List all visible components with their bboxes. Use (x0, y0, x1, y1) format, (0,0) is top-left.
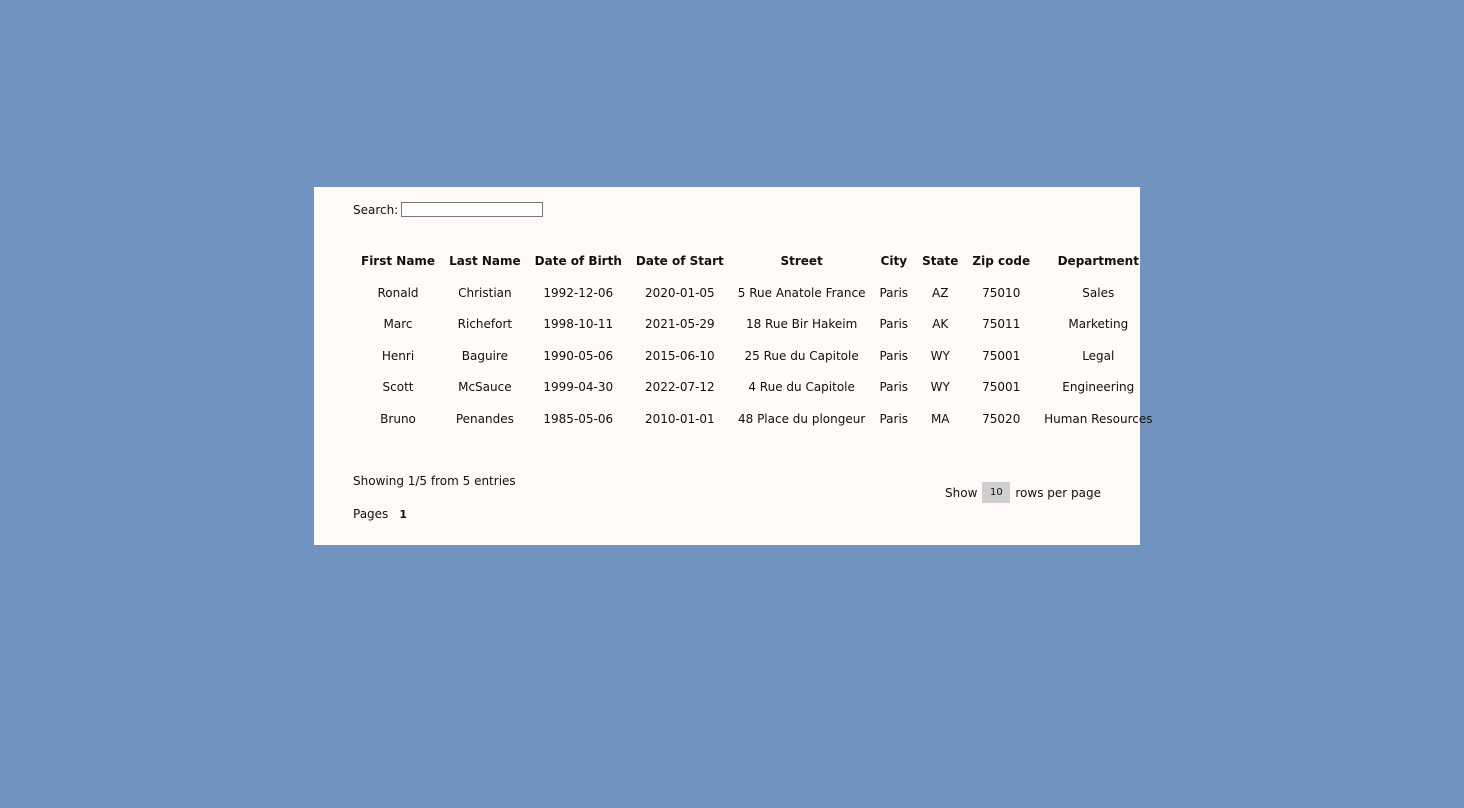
table-row (354, 277, 1159, 309)
cell-state: AK (932, 317, 949, 332)
cell-department: Marketing (1068, 317, 1129, 332)
column-header-last-name[interactable]: Last Name (449, 254, 521, 268)
cell-last-name: Christian (458, 285, 512, 300)
cell-city: Paris (879, 411, 909, 426)
cell-date-of-start: 2020-01-05 (644, 285, 715, 300)
rows-per-page-control (945, 482, 1101, 503)
cell-first-name: Scott (382, 380, 414, 395)
cell-department: Legal (1082, 348, 1115, 363)
cell-last-name: McSauce (458, 380, 512, 395)
cell-street: 5 Rue Anatole France (737, 285, 866, 300)
cell-first-name: Bruno (380, 411, 416, 426)
search-label: Search: (353, 202, 399, 217)
column-header-first-name[interactable]: First Name (361, 254, 436, 268)
cell-state: WY (930, 348, 950, 363)
cell-city: Paris (879, 285, 909, 300)
column-header-department[interactable]: Department (1057, 254, 1139, 268)
pages-label: Pages (353, 507, 389, 521)
cell-date-of-start: 2022-07-12 (644, 380, 715, 395)
cell-department: Sales (1082, 285, 1115, 300)
table-header-row (354, 245, 1159, 277)
cell-street: 4 Rue du Capitole (748, 380, 855, 395)
search-input[interactable] (401, 202, 543, 217)
cell-department: Human Resources (1044, 411, 1153, 426)
entries-summary: Showing 1/5 from 5 entries (353, 474, 516, 488)
cell-date-of-start: 2015-06-10 (644, 348, 715, 363)
cell-zip-code: 75001 (982, 380, 1021, 395)
employee-table (354, 245, 1159, 435)
table-row (354, 372, 1159, 404)
table-row (354, 309, 1159, 341)
cell-department: Engineering (1062, 380, 1135, 395)
cell-street: 18 Rue Bir Hakeim (745, 317, 858, 332)
column-header-state[interactable]: State (922, 254, 959, 268)
cell-date-of-birth: 1990-05-06 (543, 348, 614, 363)
rows-per-page-select[interactable]: 10 (982, 482, 1010, 503)
cell-date-of-start: 2021-05-29 (644, 317, 715, 332)
column-header-date-of-start[interactable]: Date of Start (635, 254, 724, 268)
cell-date-of-birth: 1999-04-30 (543, 380, 614, 395)
cell-last-name: Penandes (455, 411, 514, 426)
show-label: Show (945, 485, 978, 500)
cell-zip-code: 75011 (982, 317, 1021, 332)
cell-last-name: Richefort (457, 317, 513, 332)
column-header-date-of-birth[interactable]: Date of Birth (534, 254, 622, 268)
employee-table-panel (314, 187, 1153, 545)
column-header-street[interactable]: Street (780, 254, 823, 268)
search-bar (353, 202, 543, 217)
pagination (353, 507, 407, 521)
cell-first-name: Ronald (377, 285, 419, 300)
cell-street: 48 Place du plongeur (737, 411, 866, 426)
cell-date-of-start: 2010-01-01 (644, 411, 715, 426)
cell-last-name: Baguire (461, 348, 508, 363)
rows-per-page-label: rows per page (1015, 485, 1102, 500)
cell-date-of-birth: 1985-05-06 (543, 411, 614, 426)
cell-first-name: Henri (381, 348, 415, 363)
table-row (354, 340, 1159, 372)
cell-first-name: Marc (383, 317, 413, 332)
page-link-1[interactable]: 1 (399, 507, 407, 521)
cell-zip-code: 75010 (982, 285, 1021, 300)
column-header-city[interactable]: City (880, 254, 908, 268)
column-header-zip-code[interactable]: Zip code (972, 254, 1031, 268)
cell-date-of-birth: 1992-12-06 (543, 285, 614, 300)
cell-date-of-birth: 1998-10-11 (543, 317, 614, 332)
cell-zip-code: 75020 (982, 411, 1021, 426)
cell-state: MA (930, 411, 950, 426)
cell-city: Paris (879, 348, 909, 363)
cell-zip-code: 75001 (982, 348, 1021, 363)
cell-state: WY (930, 380, 950, 395)
table-row (354, 403, 1159, 435)
cell-street: 25 Rue du Capitole (744, 348, 859, 363)
cell-city: Paris (879, 380, 909, 395)
cell-city: Paris (879, 317, 909, 332)
cell-state: AZ (932, 285, 949, 300)
